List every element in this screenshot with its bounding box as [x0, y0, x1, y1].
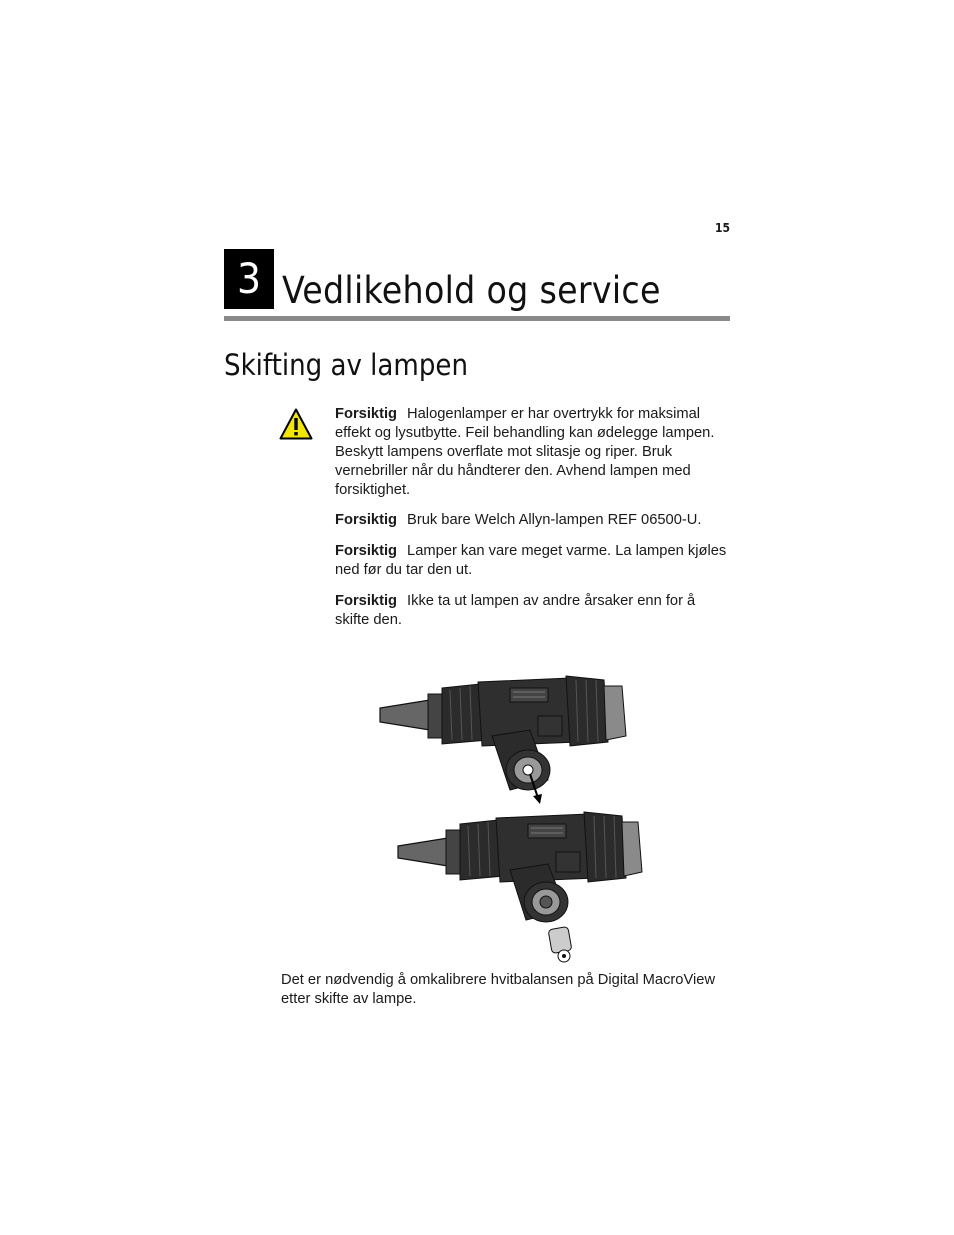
lamp-bulb — [548, 926, 572, 962]
caution-text: Halogenlamper er har overtrykk for maksimal effekt og lysutbytte. Feil behandling kan ødelegge lampen. Beskytt lampens overflate mot slitasje og riper. Bruk vernebriller når du håndterer den. Avhend lampen med forsiktighet. — [335, 406, 715, 498]
caution-text: Ikke ta ut lampen av andre årsaker enn for å skifte den. — [335, 593, 696, 628]
caution-text: Bruk bare Welch Allyn-lampen REF 06500-U. — [407, 512, 702, 528]
otoscope-head-top — [380, 676, 626, 804]
section-title: Skifting av lampen — [224, 348, 468, 382]
caution-label: Forsiktig — [335, 543, 398, 559]
recalibration-note: Det er nødvendig å omkalibrere hvitbalansen på Digital MacroView etter skifte av lampe. — [281, 972, 716, 1007]
caution-label: Forsiktig — [335, 406, 398, 422]
caution-text: Lamper kan vare meget varme. La lampen kjøles ned før du tar den ut. — [335, 543, 727, 578]
lamp-replacement-illustration — [370, 670, 650, 965]
caution-label: Forsiktig — [335, 512, 398, 528]
caution-note — [335, 511, 730, 530]
caution-note — [335, 592, 730, 630]
chapter-rule — [224, 316, 730, 321]
chapter-number-box: 3 — [224, 249, 274, 309]
caution-note — [335, 542, 730, 580]
chapter-title: Vedlikehold og service — [282, 269, 661, 312]
page-number: 15 — [714, 221, 730, 235]
caution-label: Forsiktig — [335, 593, 398, 609]
caution-note — [335, 405, 730, 500]
otoscope-head-bottom — [398, 812, 642, 922]
warning-triangle-icon — [279, 408, 313, 440]
